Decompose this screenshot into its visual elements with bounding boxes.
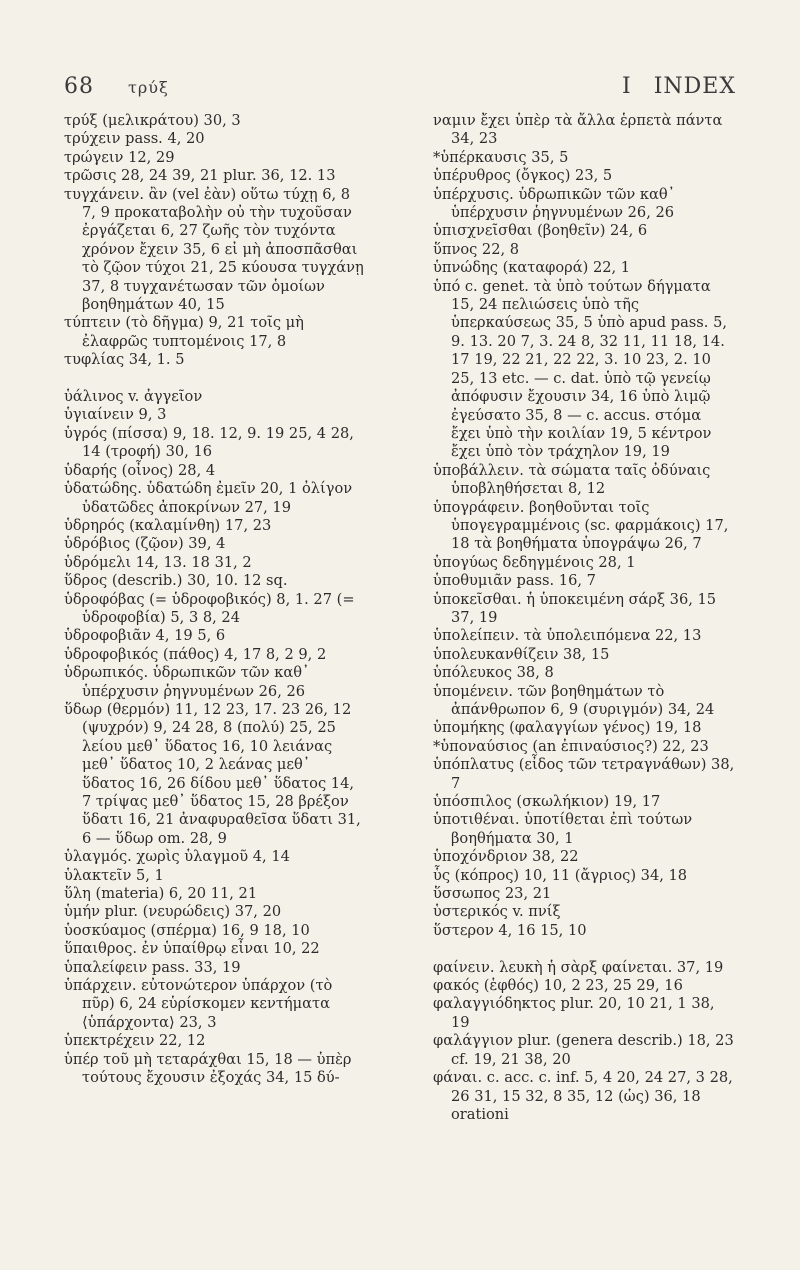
index-entry: ὑπόπλατυς (εἶδος τῶν τετραγνάθων) 38, 7 xyxy=(433,756,735,792)
index-entry: ὑλαγμός. χωρὶς ὑλαγμοῦ 4, 14 xyxy=(64,848,290,866)
index-entry: ὑπό c. genet. τὰ ὑπὸ τούτων δήγματα 15, 24 πελιώσεις ὑπὸ τῆς ὑπερκαύσεως 35, 5 ὑπὸ apud pass. 5, 9. 13. 20 7, 3. 24 8, 32 11, 11 18, 14. 17 19, 22 21, 22 22, 3. 10 23, 2. 10 25, 13 etc. — c. dat. ὑπὸ τῷ γενείῳ ἀπόφυσιν ἔχουσιν 34, 16 ὑπὸ λιμῷ ἐγεύσατο 35, 8 — c. accus. στόμα ἔχει ὑπὸ τὴν κοιλίαν 19, 5 κέντρον ἔχει ὑπὸ τὸν τράχηλον 19, 19 xyxy=(433,277,727,461)
running-word: τρύξ xyxy=(128,78,169,97)
index-entry: *ὑποναύσιος (an ἐπιναύσιος?) 22, 23 xyxy=(433,737,709,755)
index-entry: ὑδροφοβικός (πάθος) 4, 17 8, 2 9, 2 xyxy=(64,645,327,663)
index-entry: ὑστερικός v. πνίξ xyxy=(433,903,561,921)
index-entry: ὑμήν plur. (νευρώδεις) 37, 20 xyxy=(64,903,282,921)
index-entry: ὑπέρυθρος (ὄγκος) 23, 5 xyxy=(433,167,613,185)
index-entry: ὑποτιθέναι. ὑποτίθεται ἐπὶ τούτων βοηθήματα 30, 1 xyxy=(433,811,693,847)
index-entry: ὑπομήκης (φαλαγγίων γένος) 19, 18 xyxy=(433,719,702,737)
index-entry: ὑπάρχειν. εὐτονώτερον ὑπάρχον (τὸ πῦρ) 6, 24 εὑρίσκομεν κεντήματα ⟨ὑπάρχοντα⟩ 23, 3 xyxy=(64,977,333,1031)
index-entry: ὕσσωπος 23, 21 xyxy=(433,885,552,903)
running-header-left xyxy=(64,74,169,99)
index-entry: ὑγρός (πίσσα) 9, 18. 12, 9. 19 25, 4 28, 14 (τροφή) 30, 16 xyxy=(64,424,354,461)
index-entry: ὑπολείπειν. τὰ ὑπολειπόμενα 22, 13 xyxy=(433,627,702,645)
index-entry: ὑποχόνδριον 38, 22 xyxy=(433,848,579,866)
index-entry: ὑδρόμελι 14, 13. 18 31, 2 xyxy=(64,553,252,571)
index-entry: ὑπόσπιλος (σκωλήκιον) 19, 17 xyxy=(433,793,661,811)
index-entry: τρύχειν pass. 4, 20 xyxy=(64,130,205,148)
index-entry: ὕστερον 4, 16 15, 10 xyxy=(433,921,587,939)
index-entry: *ὑπέρκαυσις 35, 5 xyxy=(433,148,569,166)
index-entry: ναμιν ἔχει ὑπὲρ τὰ ἄλλα ἑρπετὰ πάντα 34, 23 xyxy=(433,112,723,148)
index-entry: ὑδροφοβιᾶν 4, 19 5, 6 xyxy=(64,627,226,645)
index-entry: ὑοσκύαμος (σπέρμα) 16, 9 18, 10 xyxy=(64,921,310,939)
index-entry: ὕδρος (describ.) 30, 10. 12 sq. xyxy=(64,572,288,590)
index-entry: ὕδωρ (θερμόν) 11, 12 23, 17. 23 26, 12 (ψυχρόν) 9, 24 28, 8 (πολύ) 25, 25 λείου μεθ᾽ ὕδατος 16, 10 λειάνας μεθ᾽ ὕδατος 10, 2 λεάνας μεθ᾽ ὕδατος 16, 26 δίδου μεθ᾽ ὕδατος 14, 7 τρίψας μεθ᾽ ὕδατος 15, 28 βρέξον ὕδατι 16, 21 ἀναφυραθεῖσα ὕδατι 31, 6 — ὕδωρ om. 28, 9 xyxy=(64,700,361,847)
index-entry: φαλάγγιον plur. (genera describ.) 18, 23 cf. 19, 21 38, 20 xyxy=(433,1032,734,1068)
right-column xyxy=(433,112,735,1124)
index-title: INDEX xyxy=(653,74,736,99)
index-entry: τρῶσις 28, 24 39, 21 plur. 36, 12. 13 xyxy=(64,167,336,185)
index-entry: ὗς (κόπρος) 10, 11 (ἄγριος) 34, 18 xyxy=(433,866,688,884)
index-entry: ὑπογύως δεδηγμένοις 28, 1 xyxy=(433,553,636,571)
index-entry: ὕλη (materia) 6, 20 11, 21 xyxy=(64,885,258,903)
index-entry: ὑπογράφειν. βοηθοῦνται τοῖς ὑπογεγραμμένοις (sc. φαρμάκοις) 17, 18 τὰ βοηθήματα ὑπογράψω 26, 7 xyxy=(433,498,729,553)
page-number: 68 xyxy=(64,74,94,99)
index-entry: ὑδρόβιος (ζῷον) 39, 4 xyxy=(64,535,226,553)
index-entry: τρύξ (μελικράτου) 30, 3 xyxy=(64,112,241,129)
index-entry: ὑπαλείφειν pass. 33, 19 xyxy=(64,958,241,976)
index-entry: ὕπαιθρος. ἐν ὑπαίθρῳ εἶναι 10, 22 xyxy=(64,940,320,958)
index-entry: τύπτειν (τὸ δῆγμα) 9, 21 τοῖς μὴ ἐλαφρῶς τυπτομένοις 17, 8 xyxy=(64,314,304,350)
index-entry: ὑδρηρός (καλαμίνθη) 17, 23 xyxy=(64,516,272,534)
index-entry: ὑάλινος v. ἀγγεῖον xyxy=(64,388,203,406)
index-entry: φακός (ἑφθός) 10, 2 23, 25 29, 16 xyxy=(433,977,683,995)
index-entry: ὑπέρχυσις. ὑδρωπικῶν τῶν καθ᾽ ὑπέρχυσιν ῥηγνυμένων 26, 26 xyxy=(433,185,675,222)
index-entry: φαλαγγιόδηκτος plur. 20, 10 21, 1 38, 19 xyxy=(433,995,715,1031)
index-entry: ὑδαρής (οἶνος) 28, 4 xyxy=(64,461,216,479)
index-entry: ὑπόλευκος 38, 8 xyxy=(433,664,554,682)
index-entry: ὑπνώδης (καταφορά) 22, 1 xyxy=(433,259,631,277)
running-header-right xyxy=(622,74,736,99)
index-entry: ὑδροφόβας (= ὑδροφοβικός) 8, 1. 27 (= ὑδροφοβία) 5, 3 8, 24 xyxy=(64,590,355,626)
index-entry: ὕπνος 22, 8 xyxy=(433,240,520,258)
section-gap xyxy=(433,940,735,958)
index-entry: ὑπέρ τοῦ μὴ τεταράχθαι 15, 18 — ὑπὲρ τούτους ἔχουσιν ἐξοχάς 34, 15 δύ- xyxy=(64,1050,352,1087)
index-entry: τυγχάνειν. ἂν (vel ἐὰν) οὕτω τύχῃ 6, 8 7, 9 προκαταβολὴν οὐ τὴν τυχοῦσαν ἐργάζεται 6, 27 ζωῆς τὸν τυχόντα χρόνον ἔχειν 35, 6 εἰ μὴ ἀποσπᾶσθαι τὸ ζῷον τύχοι 21, 25 κύουσα τυγχάνῃ 37, 8 τυγχανέτωσαν τῶν ὁμοίων βοηθημάτων 40, 15 xyxy=(64,185,364,314)
index-entry: ὑπεκτρέχειν 22, 12 xyxy=(64,1032,206,1050)
left-column xyxy=(64,112,366,1088)
section-gap xyxy=(64,370,366,388)
index-entry: ὑποθυμιᾶν pass. 16, 7 xyxy=(433,572,596,590)
index-section-number: I xyxy=(621,74,632,99)
index-entry: φάναι. c. acc. c. inf. 5, 4 20, 24 27, 3 28, 26 31, 15 32, 8 35, 12 (ὡς) 36, 18 orationi xyxy=(433,1069,733,1123)
index-entry: ὑγιαίνειν 9, 3 xyxy=(64,406,167,424)
index-entry: ὑποβάλλειν. τὰ σώματα ταῖς ὀδύναις ὑποβληθήσεται 8, 12 xyxy=(433,461,711,498)
index-entry: ὑπολευκανθίζειν 38, 15 xyxy=(433,645,610,663)
index-entry: ὑποκεῖσθαι. ἡ ὑποκειμένη σάρξ 36, 15 37, 19 xyxy=(433,590,717,626)
index-entry: ὑπομένειν. τῶν βοηθημάτων τὸ ἀπάνθρωπον 6, 9 (συριγμόν) 34, 24 xyxy=(433,682,715,718)
index-entry: ὑδατώδης. ὑδατώδη ἐμεῖν 20, 1 ὀλίγον ὑδατῶδες ἀποκρίνων 27, 19 xyxy=(64,480,353,516)
index-entry: ὑπισχνεῖσθαι (βοηθεῖν) 24, 6 xyxy=(433,222,648,240)
index-entry: τυφλίας 34, 1. 5 xyxy=(64,351,185,369)
index-entry: ὑλακτεῖν 5, 1 xyxy=(64,866,164,884)
index-entry: φαίνειν. λευκὴ ἡ σὰρξ φαίνεται. 37, 19 xyxy=(433,958,724,976)
index-entry: τρώγειν 12, 29 xyxy=(64,148,175,166)
index-entry: ὑδρωπικός. ὑδρωπικῶν τῶν καθ᾽ ὑπέρχυσιν ῥηγνυμένων 26, 26 xyxy=(64,664,310,700)
